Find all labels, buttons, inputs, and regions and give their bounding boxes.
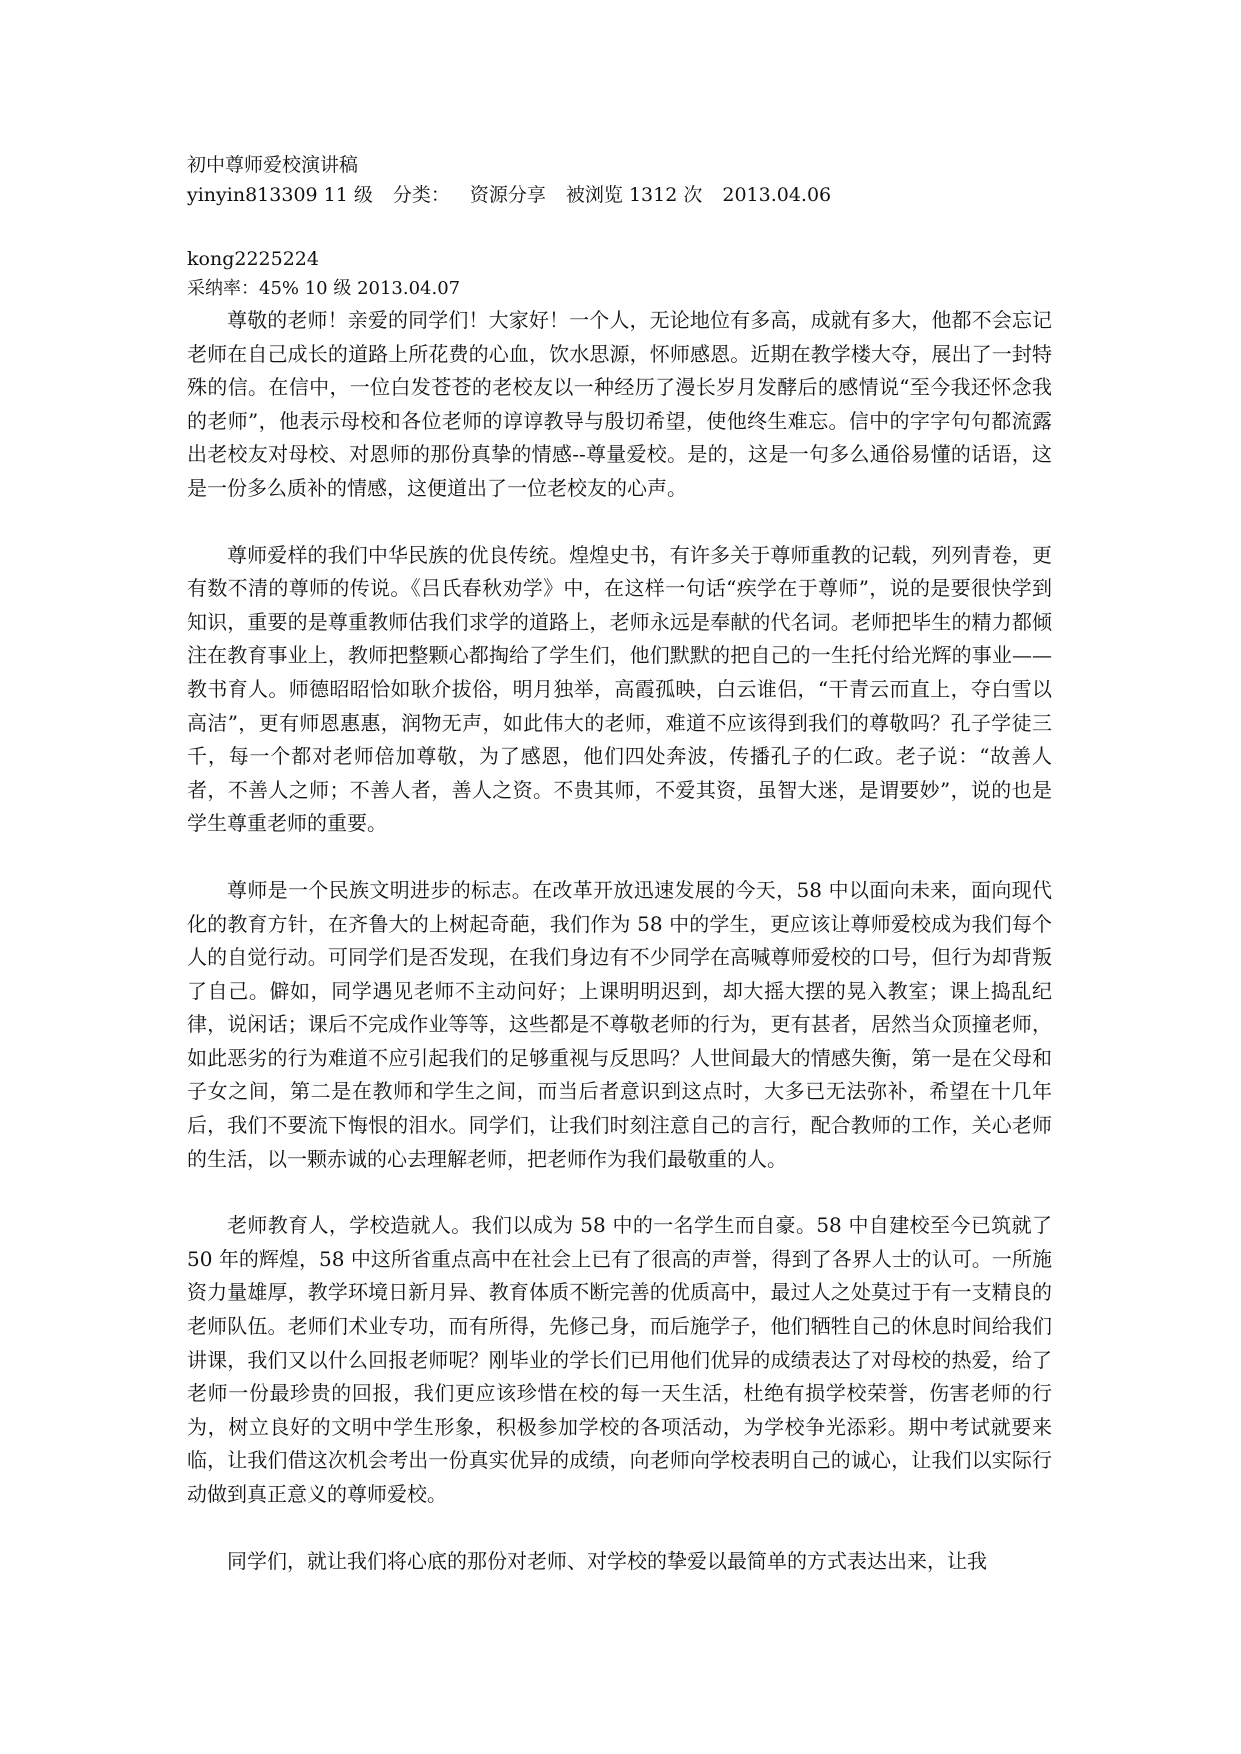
question-level: 11 级 [323,184,373,206]
category-label: 分类： [392,184,450,206]
answer-meta: 采纳率：45% 10 级 2013.04.07 [187,278,461,299]
body-paragraph-2: 尊师爱样的我们中华民族的优良传统。煌煌史书，有许多关于尊师重教的记载，列列青卷，更有数不清的尊师的传说。《吕氏春秋劝学》中，在这样一句话“疾学在于尊师”，说的是要很快学到知识，重要的是尊重教师估我们求学的道路上，老师永远是奉献的代名词。老师把毕生的精力都倾注在教育事业上，教师把整颗心都掏给了学生们，他们默默的把自己的一生托付给光辉的事业——教书育人。师德昭昭恰如耿介拔俗，明月独举，高霞孤映，白云谁侣，“干青云而直上，夺白雪以高洁”，更有师恩惠惠，润物无声，如此伟大的老师，难道不应该得到我们的尊敬吗？孔子学徒三千，每一个都对老师倍加尊敬，为了感恩，他们四处奔波，传播孔子的仁政。老子说：“故善人者，不善人之师；不善人者，善人之资。不贵其师，不爱其资，虽智大迷，是谓要妙”，说的也是学生尊重老师的重要。 [187,542,1052,836]
view-count: 被浏览 1312 次 [565,184,703,206]
body-paragraph-1: 尊敬的老师！亲爱的同学们！大家好！一个人，无论地位有多高，成就有多大，他都不会忘记老师在自己成长的道路上所花费的心血，饮水思源，怀师感恩。近期在教学楼大夺，展出了一封特殊的信。在信中，一位白发苍苍的老校友以一种经历了漫长岁月发酵后的感情说“至今我还怀念我的老师”，他表示母校和各位老师的谆谆教导与殷切希望，使他终生难忘。信中的字字句句都流露出老校友对母校、对恩师的那份真挚的情感--尊量爱校。是的，这是一句多么通俗易懂的话语，这是一份多么质补的情感，这便道出了一位老校友的心声。 [187,308,1052,500]
answer-user[interactable]: kong2225224 [187,248,319,270]
body-paragraph-5: 同学们，就让我们将心底的那份对老师、对学校的挚爱以最简单的方式表达出来，让我 [227,1548,987,1573]
category-value[interactable]: 资源分享 [469,184,546,206]
body-paragraph-3: 尊师是一个民族文明进步的标志。在改革开放迅速发展的今天，58 中以面向未来，面向现代化的教育方针，在齐鲁大的上树起奇葩，我们作为 58 中的学生，更应该让尊师爱校成为我们每个人的自觉行动。可同学们是否发现，在我们身边有不少同学在高喊尊师爱校的口号，但行为却背叛了自己。僻如，同学遇见老师不主动问好；上课明明迟到，却大摇大摆的晃入教室；课上捣乱纪律，说闲话；课后不完成作业等等，这些都是不尊敬老师的行为，更有甚者，居然当众顶撞老师，如此恶劣的行为难道不应引起我们的足够重视与反思吗？人世间最大的情感失衡，第一是在父母和子女之间，第二是在教师和学生之间，而当后者意识到这点时，大多已无法弥补，希望在十几年后，我们不要流下悔恨的泪水。同学们，让我们时刻注意自己的言行，配合教师的工作，关心老师的生活，以一颗赤诚的心去理解老师，把老师作为我们最敬重的人。 [187,877,1052,1171]
question-meta [187,180,1052,210]
question-user[interactable]: yinyin813309 [187,184,318,206]
question-date: 2013.04.06 [722,184,832,206]
document-title: 初中尊师爱校演讲稿 [187,154,359,176]
body-paragraph-4: 老师教育人，学校造就人。我们以成为 58 中的一名学生而自豪。58 中自建校至今已筑就了 50 年的辉煌，58 中这所省重点高中在社会上已有了很高的声誉，得到了各界人士的认可。一所施资力量雄厚，教学环境日新月异、教育体质不断完善的优质高中，最过人之处莫过于有一支精良的老师队伍。老师们术业专功，而有所得，先修己身，而后施学子，他们牺牲自己的休息时间给我们讲课，我们又以什么回报老师呢？刚毕业的学长们已用他们优异的成绩表达了对母校的热爱，给了老师一份最珍贵的回报，我们更应该珍惜在校的每一天生活，杜绝有损学校荣誉，伤害老师的行为，树立良好的文明中学生形象，积极参加学校的各项活动，为学校争光添彩。期中考试就要来临，让我们借这次机会考出一份真实优异的成绩，向老师向学校表明自己的诚心，让我们以实际行动做到真正意义的尊师爱校。 [187,1213,1052,1506]
document-page [187,150,1052,1578]
